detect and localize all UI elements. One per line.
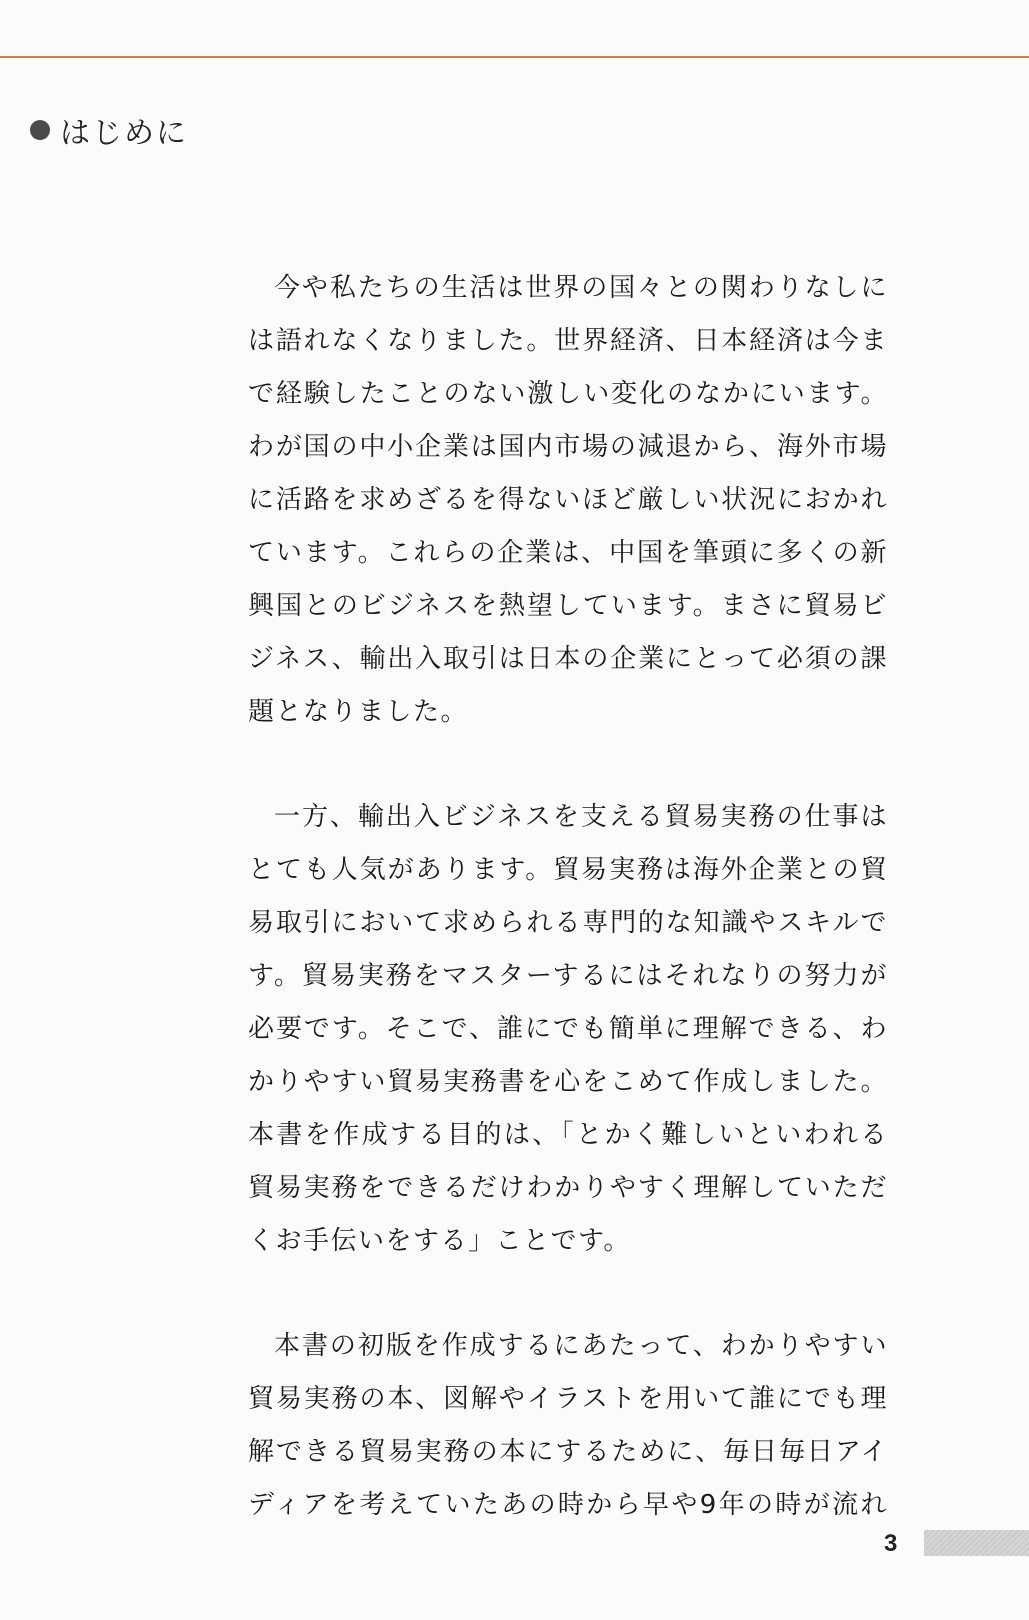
section-heading: [30, 108, 188, 152]
text-line: 本書を作成する目的は、「とかく難しいといわれる: [248, 1120, 888, 1150]
text-line: 必要です。そこで、誰にでも簡単に理解できる、わ: [248, 1014, 888, 1044]
text-line: 興国とのビジネスを熱望しています。まさに貿易ビ: [248, 591, 888, 621]
text-line: わが国の中小企業は国内市場の減退から、海外市場: [248, 432, 888, 462]
body-text: [248, 262, 888, 1532]
text-line: 貿易実務の本、図解やイラストを用いて誰にでも理: [248, 1384, 888, 1414]
text-line: ディアを考えていたあの時から早や9年の時が流れ: [248, 1490, 888, 1520]
heading-text: はじめに: [60, 116, 188, 151]
text-line: 貿易実務をできるだけわかりやすく理解していただ: [248, 1173, 888, 1203]
text-line: 今や私たちの生活は世界の国々との関わりなしに: [274, 273, 888, 303]
page-number: 3: [884, 1530, 898, 1557]
page-edge-tab: [924, 1530, 1029, 1556]
text-line: とても人気があります。貿易実務は海外企業との貿: [248, 855, 888, 885]
text-line: ています。これらの企業は、中国を筆頭に多くの新: [248, 538, 888, 568]
text-line: くお手伝いをする」ことです。: [248, 1226, 631, 1256]
top-rule: [0, 56, 1029, 58]
text-line: 解できる貿易実務の本にするために、毎日毎日アイ: [248, 1437, 888, 1467]
text-line: 一方、輸出入ビジネスを支える貿易実務の仕事は: [274, 802, 888, 832]
text-line: 本書の初版を作成するにあたって、わかりやすい: [274, 1331, 888, 1361]
bullet-circle-icon: [30, 120, 50, 140]
text-line: 易取引において求められる専門的な知識やスキルで: [248, 908, 888, 938]
paragraph-2: [248, 791, 888, 1268]
text-line: 題となりました。: [248, 697, 469, 727]
text-line: ジネス、輸出入取引は日本の企業にとって必須の課: [248, 644, 888, 674]
text-line: かりやすい貿易実務書を心をこめて作成しました。: [248, 1067, 888, 1097]
text-line: で経験したことのない激しい変化のなかにいます。: [248, 379, 888, 409]
paragraph-3: [248, 1320, 888, 1532]
text-line: は語れなくなりました。世界経済、日本経済は今ま: [248, 326, 888, 356]
text-line: す。貿易実務をマスターするにはそれなりの努力が: [248, 961, 888, 991]
paragraph-1: [248, 262, 888, 739]
text-line: に活路を求めざるを得ないほど厳しい状況におかれ: [248, 485, 888, 515]
